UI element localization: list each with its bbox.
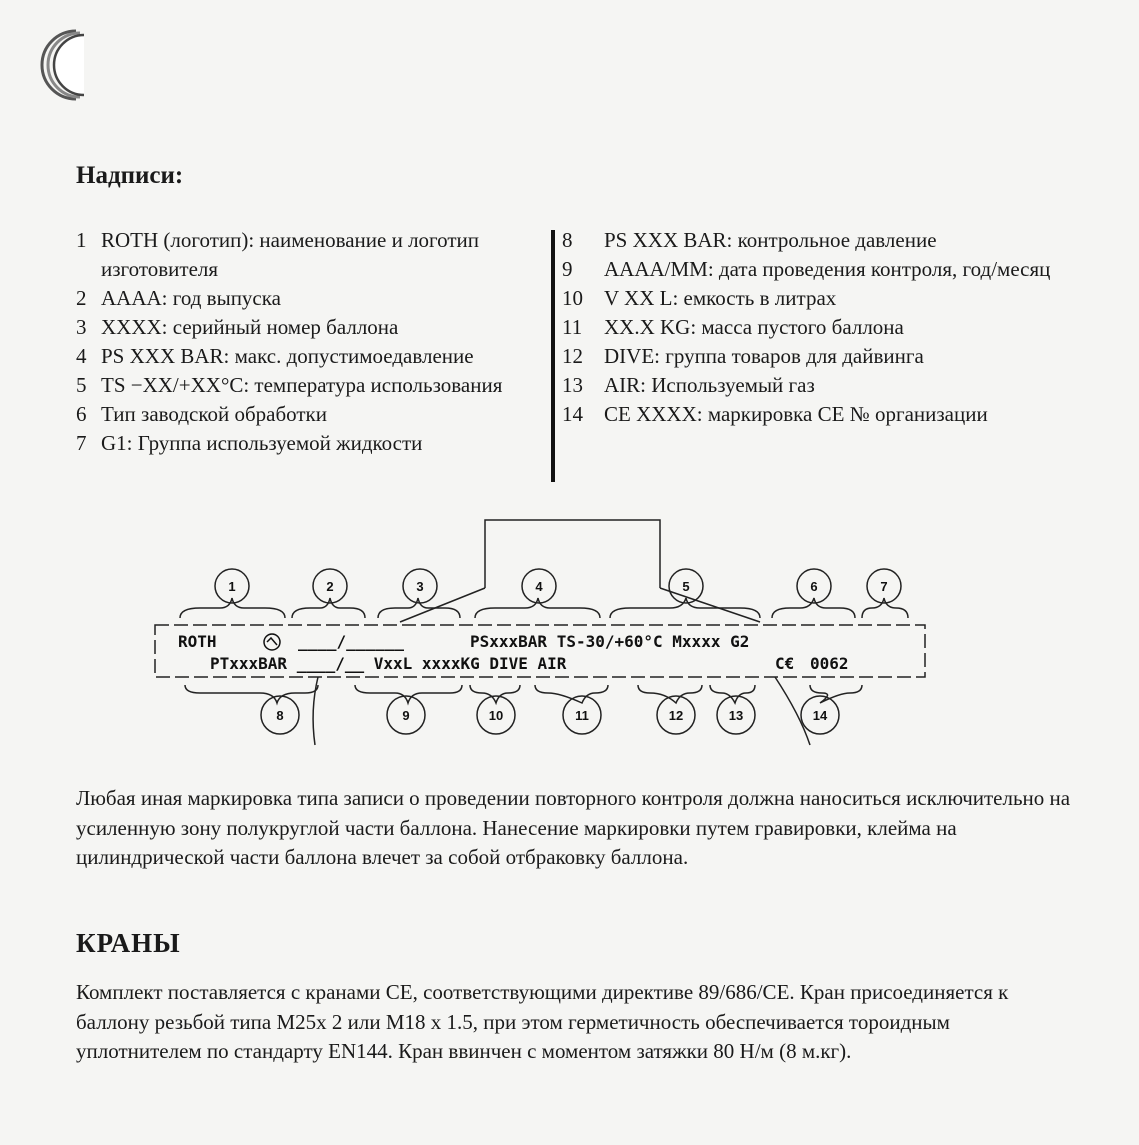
column-divider [551,230,555,482]
list-item: 8 PS XXX BAR: контрольное давление [562,228,937,252]
inscriptions-list-left [76,226,551,458]
roth-logo-icon [264,634,280,650]
list-item: 3 XXXX: серийный номер баллона [76,315,399,339]
list-item: 12 DIVE: группа товаров для дайвинга [562,344,924,368]
callout-10: 10 [488,708,504,723]
callout-1: 1 [228,579,236,594]
callout-6: 6 [810,579,818,594]
list-item: 14 CE XXXX: маркировка CE № организации [562,402,988,426]
callout-9: 9 [402,708,410,723]
list-item: 5 TS −XX/+XX°C: температура использования [76,373,503,397]
plate-ce-code: 0062 [810,654,849,673]
plate-serial: ____/______ [298,632,404,651]
list-item: 1 ROTH (логотип): наименование и логотип изготовителя [76,228,480,281]
list-item: 10 V XX L: емкость в литрах [562,286,837,310]
list-item: 11 XX.X KG: масса пустого баллона [562,315,904,339]
list-item: 2 AAAA: год выпуска [76,286,281,310]
callout-14: 14 [812,708,828,723]
binder-ring-icon [28,25,98,105]
callout-12: 12 [668,708,684,723]
cylinder-marking-diagram [150,500,930,760]
plate-roth-logo-text: ROTH [178,632,217,651]
callout-4: 4 [535,579,543,594]
plate-line2: PTxxxBAR ____/__ VxxL xxxxKG DIVE AIR [210,654,567,673]
callout-13: 13 [728,708,744,723]
list-item: 7 G1: Группа используемой жидкости [76,431,423,455]
list-item: 6 Тип заводской обработки [76,402,327,426]
valves-paragraph: Комплект поставляется с кранами CE, соответствующими директиве 89/686/CE. Кран присоединяется к баллону резьбой типа М25х 2 или М18 х 1.5, при этом герметичность обеспечивается тороидным уплотнителем по стандарту EN144. Кран ввинчен с моментом затяжки 80 Н/м (8 м.кг). [76,980,1009,1063]
callout-5: 5 [682,579,690,594]
callout-3: 3 [416,579,424,594]
callout-7: 7 [880,579,888,594]
list-item: 9 AAAA/MM: дата проведения контроля, год/месяц [562,257,1051,281]
callout-2: 2 [326,579,334,594]
section-title-valves: КРАНЫ [76,928,181,958]
plate-ce-mark: C€ [775,654,795,673]
inscriptions-heading: Надписи: [76,162,184,189]
list-item: 13 AIR: Используемый газ [562,373,815,397]
marking-note-paragraph: Любая иная маркировка типа записи о проведении повторного контроля должна наноситься исключительно на усиленную зону полукруглой части баллона. Нанесение маркировки путем гравировки, клейма на цилиндрической части баллона влечет за собой отбраковку баллона. [76,786,1071,869]
plate-line1-rest: PSxxxBAR TS-30/+60°C Mxxxx G2 [470,632,750,651]
callout-11: 11 [575,708,589,723]
callout-8: 8 [276,708,284,723]
list-item: 4 PS XXX BAR: макс. допустимоедавление [76,344,474,368]
inscriptions-list-right [562,226,1122,429]
